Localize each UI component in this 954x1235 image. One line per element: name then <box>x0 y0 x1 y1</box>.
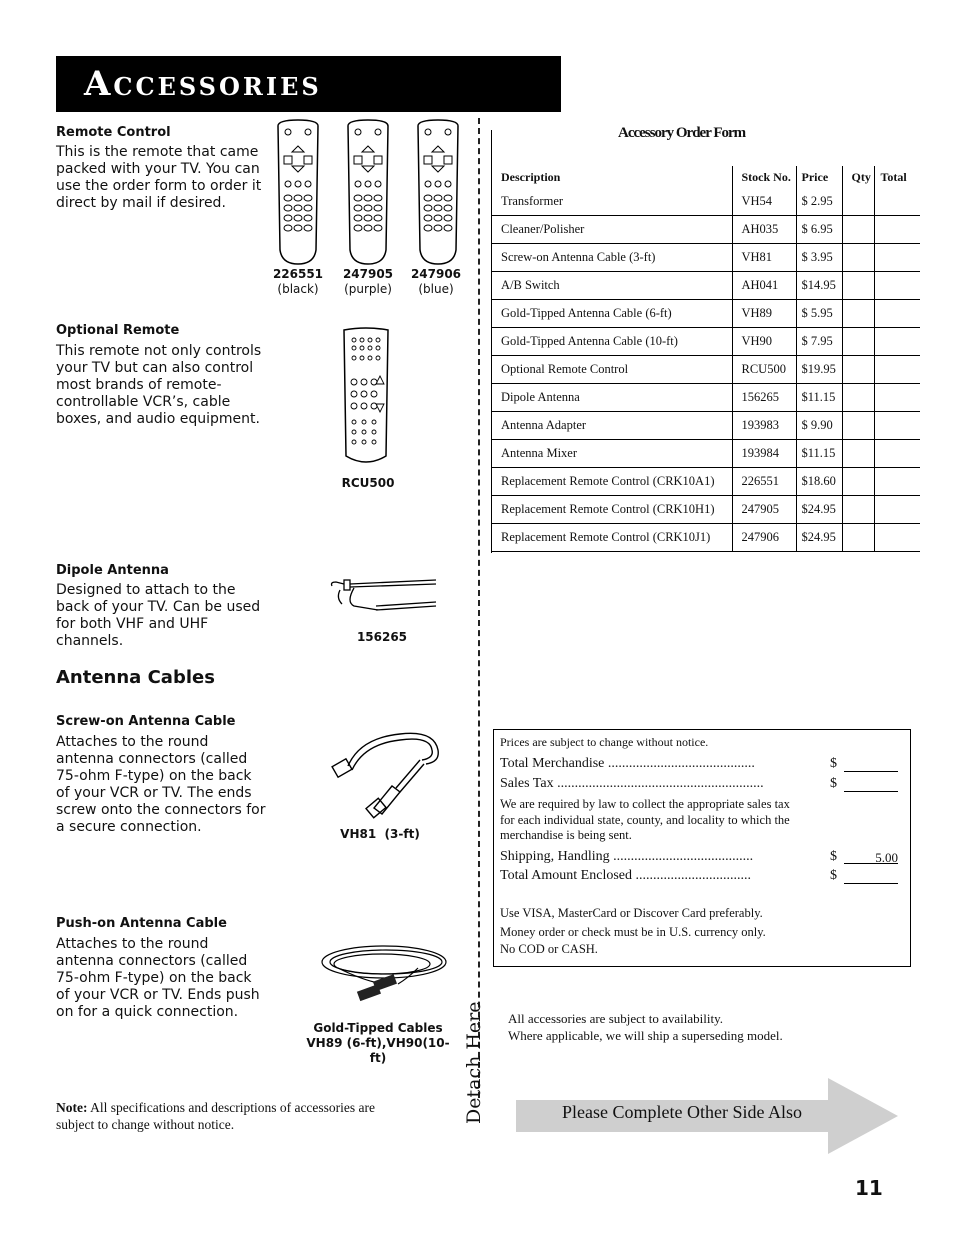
row-stock-no: AH035 <box>732 216 796 244</box>
remote-247906-image <box>418 120 458 264</box>
row-description: Antenna Adapter <box>492 412 732 440</box>
row-price: $ 7.95 <box>796 328 842 356</box>
col-stock-no: Stock No. <box>732 166 796 188</box>
row-qty-field[interactable] <box>842 524 874 552</box>
dipole-antenna-heading: Dipole Antenna <box>56 563 169 578</box>
row-qty-field[interactable] <box>842 440 874 468</box>
order-row <box>492 440 920 468</box>
order-row <box>492 468 920 496</box>
row-qty-field[interactable] <box>842 188 874 216</box>
row-description: Replacement Remote Control (CRK10A1) <box>492 468 732 496</box>
row-total-field[interactable] <box>874 440 920 468</box>
row-total-field[interactable] <box>874 468 920 496</box>
total-enclosed-label: Total Amount Enclosed ................................. <box>500 868 752 883</box>
merchandise-dollar: $ <box>830 756 837 771</box>
row-stock-no: VH81 <box>732 244 796 272</box>
detach-here-label: Detach Here <box>463 1001 485 1124</box>
row-description: A/B Switch <box>492 272 732 300</box>
row-stock-no: RCU500 <box>732 356 796 384</box>
row-total-field[interactable] <box>874 496 920 524</box>
specification-note: Note: All specifications and descriptions of accessories are subject to change without notice. <box>56 1100 376 1132</box>
optional-remote-caption: RCU500 <box>341 476 395 490</box>
payment-note-1: Use VISA, MasterCard or Discover Card preferably. <box>500 906 763 920</box>
price-change-note: Prices are subject to change without notice. <box>500 735 709 749</box>
push-on-cable-image <box>318 938 450 1010</box>
row-price: $ 2.95 <box>796 188 842 216</box>
section-banner <box>56 56 561 112</box>
row-total-field[interactable] <box>874 188 920 216</box>
dipole-antenna-image <box>328 572 440 622</box>
order-row <box>492 188 920 216</box>
order-form-table <box>492 166 920 552</box>
row-description: Dipole Antenna <box>492 384 732 412</box>
row-price: $14.95 <box>796 272 842 300</box>
row-stock-no: 247906 <box>732 524 796 552</box>
row-price: $ 6.95 <box>796 216 842 244</box>
col-qty: Qty <box>842 166 874 188</box>
col-price: Price <box>796 166 842 188</box>
order-row <box>492 356 920 384</box>
shipping-dollar: $ <box>830 849 837 864</box>
row-total-field[interactable] <box>874 524 920 552</box>
row-price: $19.95 <box>796 356 842 384</box>
remote-control-description: This is the remote that came packed with your TV. You can use the order form to order it direct by mail if desired. <box>56 144 262 211</box>
row-stock-no: VH89 <box>732 300 796 328</box>
row-price: $11.15 <box>796 440 842 468</box>
total-enclosed-field[interactable] <box>844 870 898 884</box>
row-description: Gold-Tipped Antenna Cable (10-ft) <box>492 328 732 356</box>
row-description: Replacement Remote Control (CRK10J1) <box>492 524 732 552</box>
row-stock-no: 193984 <box>732 440 796 468</box>
shipping-handling-label: Shipping, Handling ........................................ <box>500 849 754 864</box>
row-price: $ 9.90 <box>796 412 842 440</box>
order-row <box>492 272 920 300</box>
row-qty-field[interactable] <box>842 272 874 300</box>
total-merchandise-field[interactable] <box>844 758 898 772</box>
row-description: Cleaner/Polisher <box>492 216 732 244</box>
page-number: 11 <box>855 1176 883 1200</box>
antenna-cables-title: Antenna Cables <box>56 667 215 688</box>
sales-tax-label: Sales Tax ........................................................... <box>500 776 764 791</box>
sales-tax-note: We are required by law to collect the appropriate sales tax for each individual state, county, and locality to which the merchandise is being sent. <box>500 797 790 842</box>
col-total: Total <box>874 166 920 188</box>
total-merchandise-label: Total Merchandise .......................................... <box>500 756 755 771</box>
row-total-field[interactable] <box>874 244 920 272</box>
row-description: Gold-Tipped Antenna Cable (6-ft) <box>492 300 732 328</box>
row-price: $24.95 <box>796 496 842 524</box>
remote-caption-2: 247905 (purple) <box>342 267 394 296</box>
row-qty-field[interactable] <box>842 244 874 272</box>
remote-caption-1: 226551 (black) <box>272 267 324 296</box>
row-qty-field[interactable] <box>842 328 874 356</box>
order-row <box>492 216 920 244</box>
payment-note-3: No COD or CASH. <box>500 942 598 956</box>
remote-247905-image <box>348 120 388 264</box>
row-stock-no: 193983 <box>732 412 796 440</box>
row-stock-no: 226551 <box>732 468 796 496</box>
screw-on-cable-heading: Screw-on Antenna Cable <box>56 714 236 729</box>
row-qty-field[interactable] <box>842 384 874 412</box>
order-row <box>492 328 920 356</box>
row-total-field[interactable] <box>874 384 920 412</box>
sales-tax-field[interactable] <box>844 778 898 792</box>
row-qty-field[interactable] <box>842 356 874 384</box>
row-description: Optional Remote Control <box>492 356 732 384</box>
order-row <box>492 412 920 440</box>
screw-on-cable-caption: VH81 (3-ft) <box>340 827 420 841</box>
order-row <box>492 244 920 272</box>
row-stock-no: 156265 <box>732 384 796 412</box>
remote-control-heading: Remote Control <box>56 125 171 140</box>
dipole-antenna-description: Designed to attach to the back of your TV. Can be used for both VHF and UHF channels. <box>56 582 261 649</box>
shipping-handling-value: 5.00 <box>844 850 898 864</box>
order-row <box>492 300 920 328</box>
row-qty-field[interactable] <box>842 468 874 496</box>
optional-remote-description: This remote not only controls your TV but can also control most brands of remote-controllable VCR’s, cable boxes, and audio equipment. <box>56 343 262 427</box>
optional-remote-heading: Optional Remote <box>56 323 180 338</box>
row-description: Screw-on Antenna Cable (3-ft) <box>492 244 732 272</box>
row-description: Replacement Remote Control (CRK10H1) <box>492 496 732 524</box>
push-on-cable-description: Attaches to the round antenna connectors (called 75-ohm F-type) on the back of your VCR or TV. Ends push on for a quick connection. <box>56 936 260 1020</box>
order-form-title: Accessory Order Form <box>618 125 746 141</box>
push-on-cable-caption: Gold-Tipped Cables VH89 (6-ft),VH90(10-ft) <box>306 1021 450 1065</box>
row-stock-no: AH041 <box>732 272 796 300</box>
row-qty-field[interactable] <box>842 496 874 524</box>
row-price: $11.15 <box>796 384 842 412</box>
order-row <box>492 496 920 524</box>
payment-note-2: Money order or check must be in U.S. currency only. <box>500 925 766 939</box>
row-qty-field[interactable] <box>842 412 874 440</box>
row-price: $24.95 <box>796 524 842 552</box>
row-stock-no: VH54 <box>732 188 796 216</box>
push-on-cable-heading: Push-on Antenna Cable <box>56 916 227 931</box>
section-title: Accessories <box>84 64 322 104</box>
row-price: $ 5.95 <box>796 300 842 328</box>
tax-dollar: $ <box>830 776 837 791</box>
complete-other-side-label: Please Complete Other Side Also <box>562 1102 802 1122</box>
row-price: $18.60 <box>796 468 842 496</box>
remote-caption-3: 247906 (blue) <box>410 267 462 296</box>
total-dollar: $ <box>830 868 837 883</box>
row-total-field[interactable] <box>874 356 920 384</box>
remote-226551-image <box>278 120 318 264</box>
row-price: $ 3.95 <box>796 244 842 272</box>
remote-control-images <box>270 118 470 266</box>
screw-on-cable-description: Attaches to the round antenna connectors (called 75-ohm F-type) on the back of your VCR or TV. The ends screw onto the connectors for a secure connection. <box>56 734 266 835</box>
availability-note: All accessories are subject to availability. Where applicable, we will ship a superseding model. <box>508 1011 783 1043</box>
row-total-field[interactable] <box>874 412 920 440</box>
row-stock-no: 247905 <box>732 496 796 524</box>
row-total-field[interactable] <box>874 300 920 328</box>
row-qty-field[interactable] <box>842 300 874 328</box>
row-description: Transformer <box>492 188 732 216</box>
screw-on-cable-image <box>330 726 450 822</box>
row-total-field[interactable] <box>874 328 920 356</box>
row-total-field[interactable] <box>874 272 920 300</box>
order-row <box>492 524 920 552</box>
dipole-antenna-caption: 156265 <box>356 630 408 644</box>
detach-dashed-line <box>478 118 480 1098</box>
order-summary-box <box>493 729 911 967</box>
row-qty-field[interactable] <box>842 216 874 244</box>
row-stock-no: VH90 <box>732 328 796 356</box>
row-description: Antenna Mixer <box>492 440 732 468</box>
order-form-header-row <box>492 166 920 188</box>
col-description: Description <box>501 169 561 184</box>
row-total-field[interactable] <box>874 216 920 244</box>
rcu500-remote-image <box>340 326 392 470</box>
order-row <box>492 384 920 412</box>
